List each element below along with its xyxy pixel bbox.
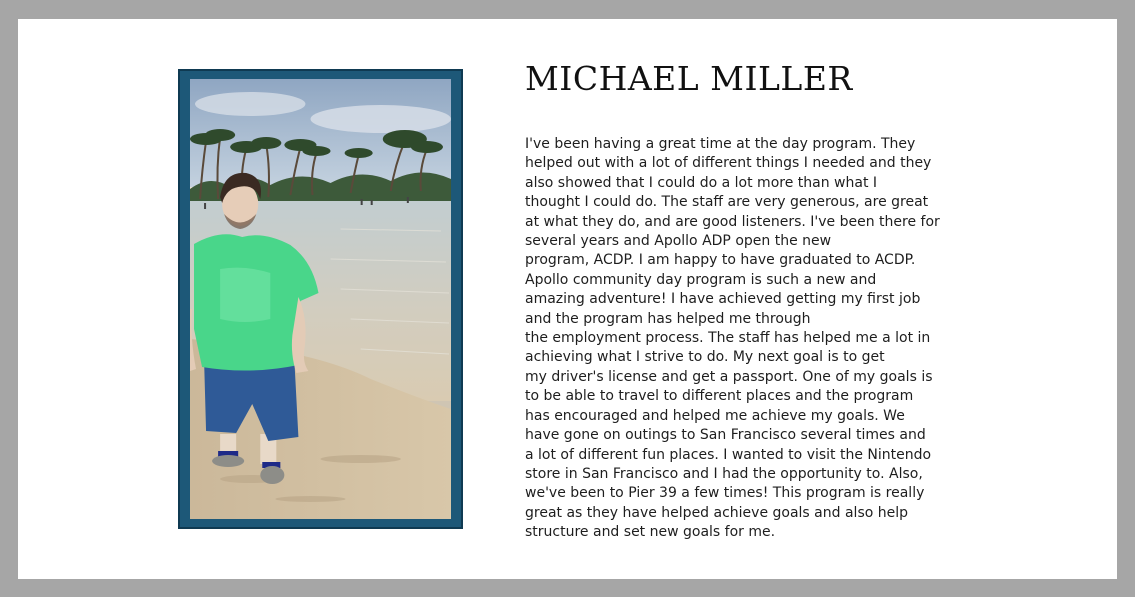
bio-line: several years and Apollo ADP open the new — [525, 233, 832, 250]
bio-line: Apollo community day program is such a new and — [525, 271, 877, 288]
bio-line: thought I could do. The staff are very generous, are great — [525, 194, 929, 211]
bio-line: amazing adventure! I have achieved getting my first job — [525, 291, 921, 308]
beach-photo-illustration — [190, 79, 451, 519]
bio-line: have gone on outings to San Francisco several times and — [525, 427, 926, 444]
bio-line: structure and set new goals for me. — [525, 524, 776, 541]
bio-line: at what they do, and are good listeners. I've been there for — [525, 213, 940, 230]
bio-text — [525, 135, 940, 543]
person-name: MICHAEL MILLER — [525, 59, 853, 98]
bio-line: has encouraged and helped me achieve my goals. We — [525, 407, 905, 424]
bio-line: my driver's license and get a passport. One of my goals is — [525, 368, 933, 385]
bio-line: store in San Francisco and I had the opportunity to. Also, — [525, 465, 923, 482]
bio-line: I've been having a great time at the day program. They — [525, 136, 916, 152]
bio-line: great as they have helped achieve goals and also help — [525, 504, 909, 521]
bio-line: we've been to Pier 39 a few times! This program is really — [525, 485, 925, 502]
bio-line: helped out with a lot of different things I needed and they — [525, 155, 932, 172]
bio-line: program, ACDP. I am happy to have graduated to ACDP. — [525, 252, 916, 269]
bio-line: to be able to travel to different places and the program — [525, 388, 914, 405]
bio-line: and the program has helped me through — [525, 310, 811, 327]
bio-line: the employment process. The staff has helped me a lot in — [525, 330, 931, 347]
profile-photo — [190, 79, 451, 519]
photo-frame — [178, 69, 463, 529]
bio-line: also showed that I could do a lot more than what I — [525, 174, 878, 191]
bio-line: achieving what I strive to do. My next goal is to get — [525, 349, 885, 366]
bio-line: a lot of different fun places. I wanted to visit the Nintendo — [525, 446, 932, 463]
